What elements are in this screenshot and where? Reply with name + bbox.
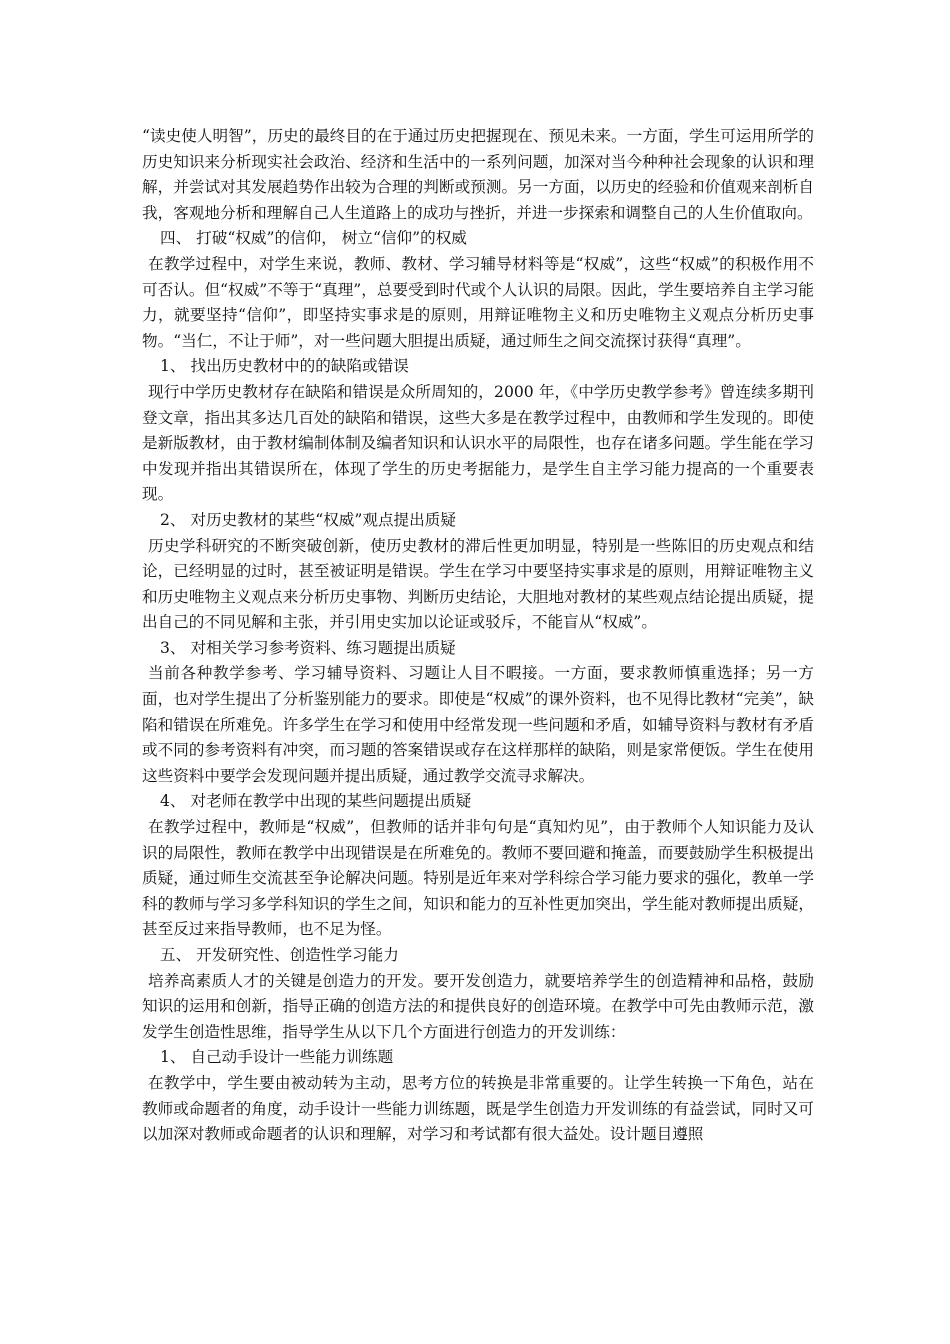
section-heading-5: 五、 开发研究性、创造性学习能力 [160, 946, 399, 964]
paragraph-design-exercises: 在教学中，学生要由被动转为主动，思考方位的转换是非常重要的。让学生转换一下角色，站在教师或命题者的角度，动手设计一些能力训练题，既是学生创造力开发训练的有益尝试，同时又可以加深对教师或命题者的认识和理解，对学习和考试都有很大益处。设计题目遵照 [142, 1073, 814, 1144]
subheading-4-3: 3、 对相关学习参考资料、练习题提出质疑 [160, 638, 456, 657]
subheading-5-1: 1、 自己动手设计一些能力训练题 [160, 1048, 394, 1067]
subheading-4-2: 2、 对历史教材的某些“权威”观点提出质疑 [160, 510, 456, 529]
paragraph-question-views: 历史学科研究的不断突破创新，使历史教材的滞后性更加明显，特别是一些陈旧的历史观点和结论，已经明显的过时，甚至被证明是错误。学生在学习中要坚持实事求是的原则，用辩证唯物主义和历史唯物主义观点来分析历史事物、判断历史结论，大胆地对教材的某些观点结论提出质疑，提出自己的不同见解和主张，并引用史实加以论证或驳斥，不能盲从“权威”。 [142, 536, 814, 632]
paragraph-reference-materials: 当前各种教学参考、学习辅导资料、习题让人目不暇接。一方面，要求教师慎重选择；另一方面，也对学生提出了分析鉴别能力的要求。即使是“权威”的课外资料，也不见得比教材“完美”，缺陷和错误在所难免。许多学生在学习和使用中经常发现一些问题和矛盾，如辅导资料与教材有矛盾或不同的参考资料有冲突，而习题的答案错误或存在这样那样的缺陷，则是家常便饭。学生在使用这些资料中要学会发现问题并提出质疑，通过教学交流寻求解决。 [142, 664, 814, 785]
subheading-4-4: 4、 对老师在教学中出现的某些问题提出质疑 [160, 792, 472, 811]
paragraph-authority: 在教学过程中，对学生来说，教师、教材、学习辅导材料等是“权威”，这些“权威”的积极作用不可否认。但“权威”不等于“真理”，总要受到时代或个人认识的局限。因此，学生要培养自主学习能力，就要坚持“信仰”，即坚持实事求是的原则，用辩证唯物主义和历史唯物主义观点分析历史事物。“当仁，不让于师”，对一些问题大胆提出质疑，通过师生之间交流探讨获得“真理”。 [142, 254, 814, 350]
subheading-4-1: 1、 找出历史教材中的的缺陷或错误 [160, 357, 409, 376]
paragraph-teacher-questions: 在教学过程中，教师是“权威”，但教师的话并非句句是“真知灼见”，由于教师个人知识能力及认识的局限性，教师在教学中出现错误是在所难免的。教师不要回避和掩盖，而要鼓励学生积极提出质疑，通过师生交流甚至争论解决问题。特别是近年来对学科综合学习能力要求的强化，教单一学科的教师与学习多学科知识的学生之间，知识和能力的互补性更加突出，学生能对教师提出质疑，甚至反过来指导教师，也不足为怪。 [142, 818, 814, 939]
paragraph-creativity: 培养高素质人才的关键是创造力的开发。要开发创造力，就要培养学生的创造精神和品格，鼓励知识的运用和创新，指导正确的创造方法的和提供良好的创造环境。在教学中可先由教师示范，激发学生创造性思维，指导学生从以下几个方面进行创造力的开发训练： [142, 971, 814, 1041]
section-heading-4: 四、 打破“权威”的信仰， 树立“信仰”的权威 [160, 229, 467, 248]
paragraph-reading-history: “读史使人明智”，历史的最终目的在于通过历史把握现在、预见未来。一方面，学生可运用所学的历史知识来分析现实社会政治、经济和生活中的一系列问题，加深对当今种种社会现象的认识和理解，并尝试对其发展趋势作出较为合理的判断或预测。另一方面，以历史的经验和价值观来剖析自我，客观地分析和理解自己人生道路上的成功与挫折，并进一步探索和调整自己的人生价值取向。 [142, 127, 814, 222]
document-body [142, 124, 814, 1148]
paragraph-textbook-errors: 现行中学历史教材存在缺陷和错误是众所周知的，2000 年，《中学历史教学参考》曾连续多期刊登文章，指出其多达几百处的缺陷和错误，这些大多是在教学过程中，由教师和学生发现的。即使是新版教材，由于教材编制体制及编者知识和认识水平的局限性，也存在诸多问题。学生能在学习中发现并指出其错误所在，体现了学生的历史考据能力，是学生自主学习能力提高的一个重要表现。 [142, 382, 814, 504]
